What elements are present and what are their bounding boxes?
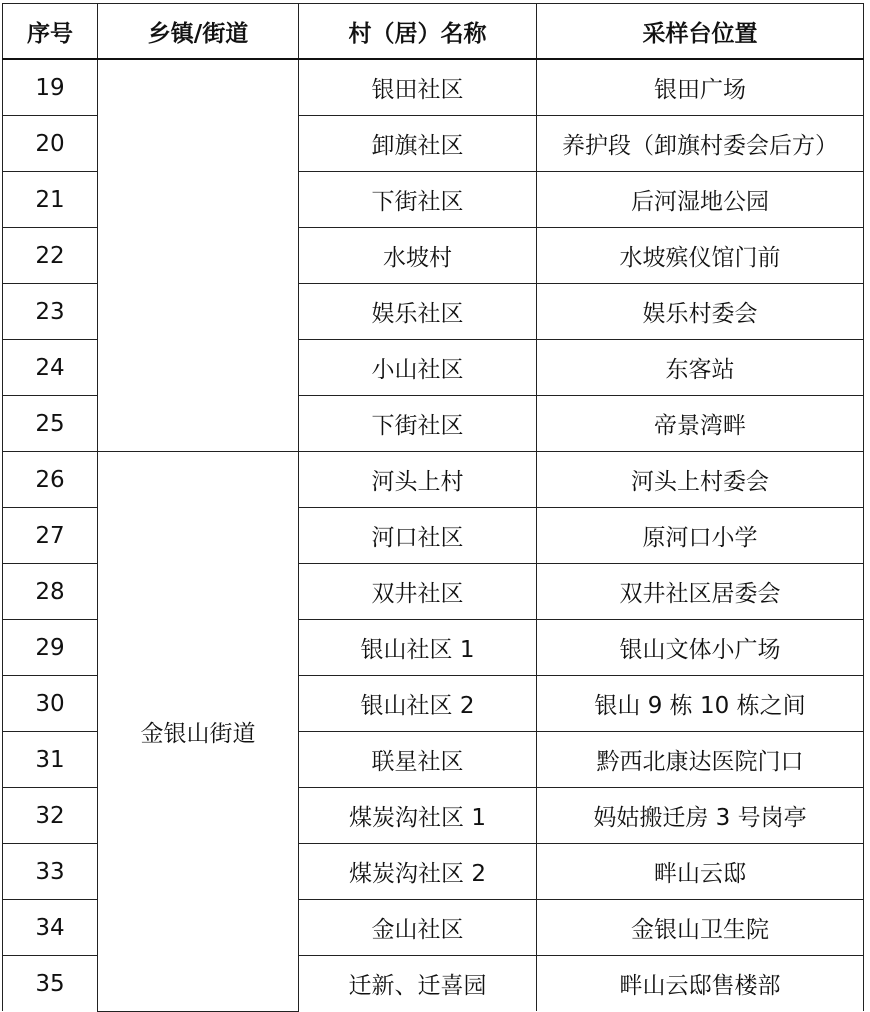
row-site: 东客站	[537, 340, 864, 396]
row-village: 河头上村	[299, 452, 537, 508]
row-site: 河头上村委会	[537, 452, 864, 508]
row-no: 25	[3, 396, 98, 452]
row-no: 35	[3, 956, 98, 1012]
row-village: 小山社区	[299, 340, 537, 396]
header-town: 乡镇/街道	[98, 4, 299, 60]
header-site: 采样台位置	[537, 4, 864, 60]
row-site: 黔西北康达医院门口	[537, 732, 864, 788]
row-site: 后河湿地公园	[537, 172, 864, 228]
row-no: 30	[3, 676, 98, 732]
row-no: 22	[3, 228, 98, 284]
row-site: 畔山云邸售楼部	[537, 956, 864, 1012]
row-site: 水坡殡仪馆门前	[537, 228, 864, 284]
row-site: 娱乐村委会	[537, 284, 864, 340]
row-village: 煤炭沟社区 1	[299, 788, 537, 844]
row-village: 金山社区	[299, 900, 537, 956]
row-site: 畔山云邸	[537, 844, 864, 900]
header-village: 村（居）名称	[299, 4, 537, 60]
row-village: 煤炭沟社区 2	[299, 844, 537, 900]
row-village: 银山社区 1	[299, 620, 537, 676]
row-no: 34	[3, 900, 98, 956]
town-cell: 金银山街道	[98, 452, 299, 1012]
row-site: 金银山卫生院	[537, 900, 864, 956]
sampling-sites-table	[2, 3, 864, 1012]
row-no: 26	[3, 452, 98, 508]
row-site: 银山 9 栋 10 栋之间	[537, 676, 864, 732]
row-site: 养护段（卸旗村委会后方）	[537, 116, 864, 172]
table-row	[3, 59, 864, 116]
row-site: 帝景湾畔	[537, 396, 864, 452]
row-village: 卸旗社区	[299, 116, 537, 172]
header-row	[3, 4, 864, 60]
row-no: 29	[3, 620, 98, 676]
row-site: 双井社区居委会	[537, 564, 864, 620]
row-no: 19	[3, 59, 98, 116]
row-no: 31	[3, 732, 98, 788]
row-village: 水坡村	[299, 228, 537, 284]
row-no: 23	[3, 284, 98, 340]
row-village: 银山社区 2	[299, 676, 537, 732]
row-no: 28	[3, 564, 98, 620]
row-village: 娱乐社区	[299, 284, 537, 340]
row-no: 21	[3, 172, 98, 228]
row-no: 32	[3, 788, 98, 844]
table-row	[3, 452, 864, 508]
row-village: 银田社区	[299, 59, 537, 116]
row-village: 河口社区	[299, 508, 537, 564]
town-cell	[98, 59, 299, 452]
row-site: 银山文体小广场	[537, 620, 864, 676]
row-village: 双井社区	[299, 564, 537, 620]
row-village: 下街社区	[299, 172, 537, 228]
row-village: 联星社区	[299, 732, 537, 788]
row-no: 27	[3, 508, 98, 564]
row-village: 下街社区	[299, 396, 537, 452]
row-site: 妈姑搬迁房 3 号岗亭	[537, 788, 864, 844]
row-no: 24	[3, 340, 98, 396]
row-site: 银田广场	[537, 59, 864, 116]
row-no: 20	[3, 116, 98, 172]
header-no: 序号	[3, 4, 98, 60]
row-site: 原河口小学	[537, 508, 864, 564]
row-no: 33	[3, 844, 98, 900]
row-village: 迁新、迁喜园	[299, 956, 537, 1012]
